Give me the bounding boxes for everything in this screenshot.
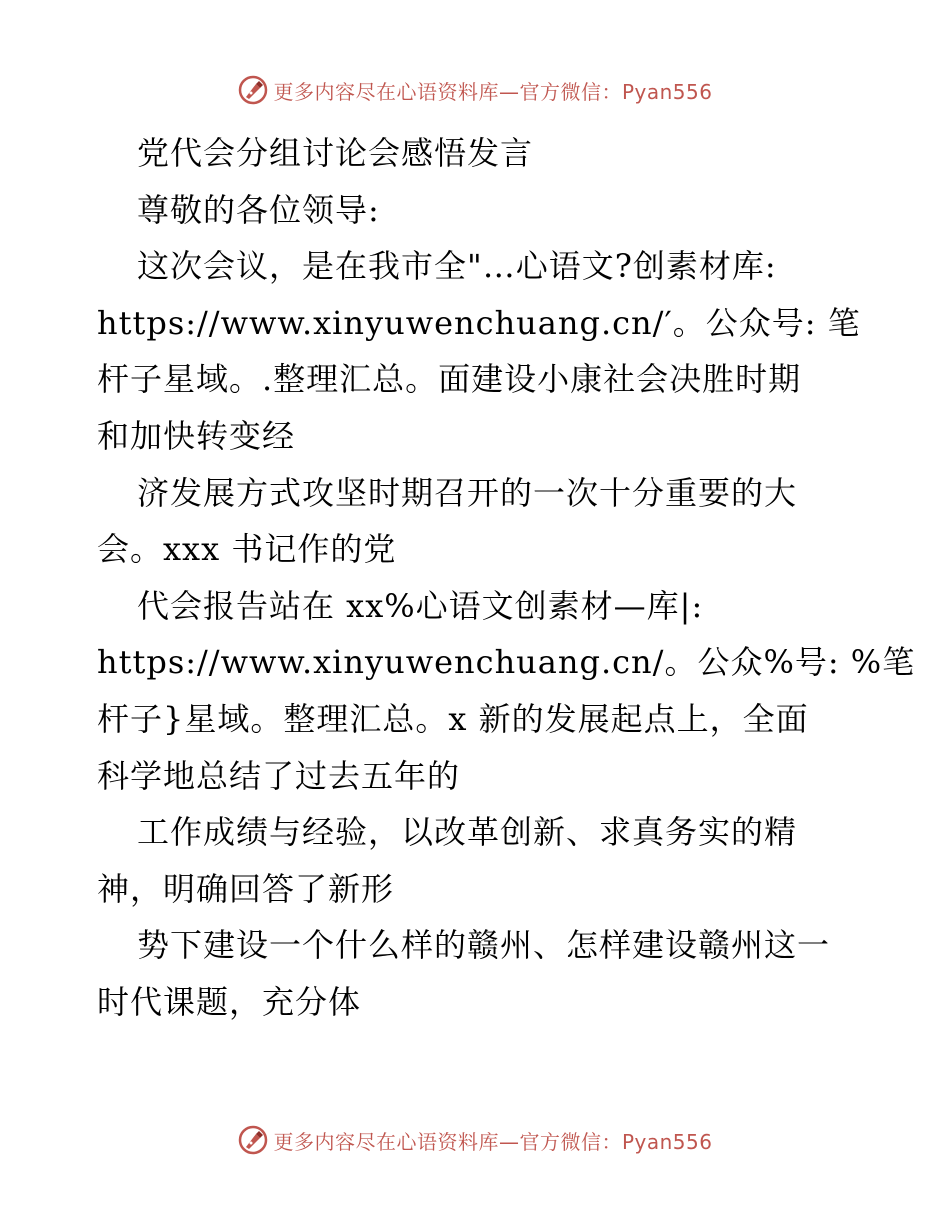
paragraph-line: 和加快转变经 bbox=[97, 416, 296, 455]
paragraph-line: 工作成绩与经验，以改革创新、求真务实的精 bbox=[137, 813, 798, 852]
pen-nib-logo-icon bbox=[237, 1124, 269, 1156]
pen-nib-logo-icon bbox=[237, 74, 269, 106]
paragraph-line: 这次会议，是在我市全"…心语文?创素材库: bbox=[137, 247, 777, 286]
paragraph-line: 济发展方式攻坚时期召开的一次十分重要的大 bbox=[137, 473, 798, 512]
salutation: 尊敬的各位领导: bbox=[137, 190, 380, 229]
paragraph-line: 科学地总结了过去五年的 bbox=[97, 756, 461, 795]
paragraph-line: 会。xxx 书记作的党 bbox=[97, 530, 397, 569]
paragraph-line: 杆子星域。.整理汇总。面建设小康社会决胜时期 bbox=[97, 360, 802, 399]
header-banner-text: 更多内容尽在心语资料库—官方微信：Pyan556 bbox=[273, 79, 713, 104]
header-banner-content bbox=[237, 74, 712, 106]
paragraph-line: 神，明确回答了新形 bbox=[97, 869, 395, 908]
footer-banner-content bbox=[237, 1124, 712, 1156]
paragraph-line: https://www.xinyuwenchuang.cn/。公众%号: %笔 bbox=[97, 643, 916, 682]
paragraph-line: 势下建设一个什么样的赣州、怎样建设赣州这一 bbox=[137, 926, 831, 965]
paragraph-line: 杆子}星域。整理汇总。x 新的发展起点上，全面 bbox=[97, 699, 809, 738]
document-body bbox=[97, 125, 916, 1031]
footer-banner bbox=[0, 1120, 950, 1160]
paragraph-line: https://www.xinyuwenchuang.cn/′。公众号: 笔 bbox=[97, 303, 861, 342]
footer-banner-text: 更多内容尽在心语资料库—官方微信：Pyan556 bbox=[273, 1129, 713, 1154]
header-banner bbox=[0, 70, 950, 110]
document-title: 党代会分组讨论会感悟发言 bbox=[137, 134, 534, 172]
paragraph-line: 代会报告站在 xx%心语文创素材—库|: bbox=[137, 586, 704, 625]
paragraph-line: 时代课题，充分体 bbox=[97, 982, 362, 1021]
